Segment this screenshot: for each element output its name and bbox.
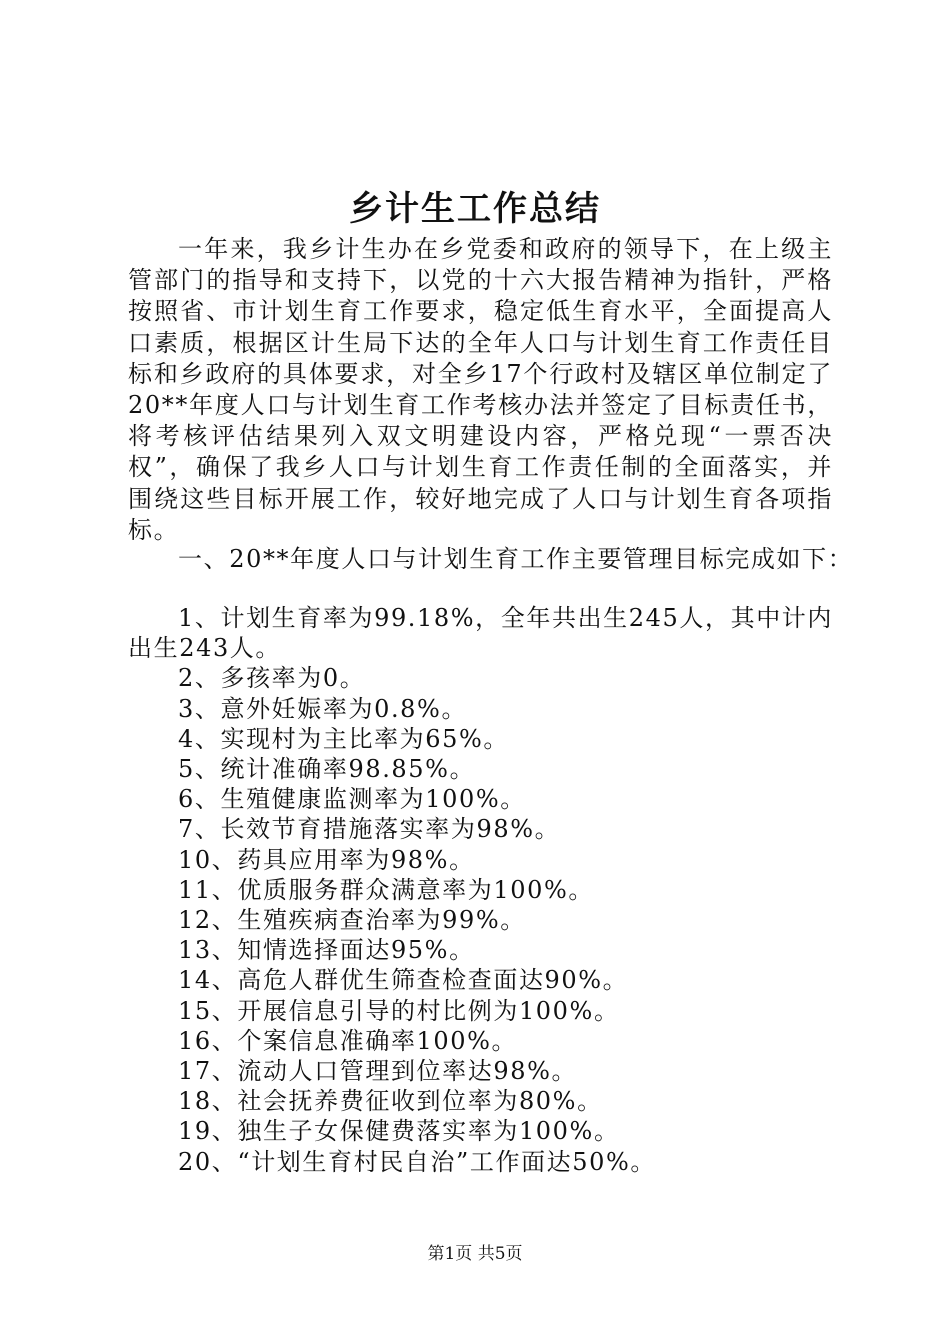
list-item: 15、开展信息引导的村比例为100%。	[178, 996, 620, 1025]
list-item: 19、独生子女保健费落实率为100%。	[178, 1117, 620, 1146]
list-item: 14、高危人群优生筛查检查面达90%。	[178, 966, 629, 995]
target-list	[128, 603, 833, 1177]
list-item: 1、计划生育率为99.18%，全年共出生245人，其中计内出生243人。	[128, 604, 833, 663]
list-item: 7、长效节育措施落实率为98%。	[178, 815, 561, 844]
list-item: 12、生殖疾病查治率为99%。	[178, 906, 526, 935]
page-footer: 第1页 共5页	[427, 1244, 523, 1264]
list-item: 16、个案信息准确率100%。	[178, 1026, 518, 1055]
list-item: 4、实现村为主比率为65%。	[178, 724, 510, 753]
list-item: 17、流动人口管理到位率达98%。	[178, 1057, 578, 1086]
list-item: 10、药具应用率为98%。	[178, 845, 475, 874]
section-heading: 一、20**年度人口与计划生育工作主要管理目标完成如下：	[178, 545, 854, 573]
list-item: 13、知情选择面达95%。	[178, 936, 475, 965]
intro-paragraph: 一年来，我乡计生办在乡党委和政府的领导下，在上级主管部门的指导和支持下，以党的十六大报告精神为指针，严格按照省、市计划生育工作要求，稳定低生育水平，全面提高人口素质，根据区计生局下达的全年人口与计划生育工作责任目标和乡政府的具体要求，对全乡17个行政村及辖区单位制定了20**年度人口与计划生育工作考核办法并签定了目标责任书，将考核评估结果列入双文明建设内容，严格兑现“一票否决权”，确保了我乡人口与计划生育工作责任制的全面落实，并围绕这些目标开展工作，较好地完成了人口与计划生育各项指标。	[128, 235, 833, 544]
list-item: 5、统计准确率98.85%。	[178, 755, 476, 784]
list-item: 3、意外妊娠率为0.8%。	[178, 694, 468, 723]
list-item: 2、多孩率为0。	[178, 664, 366, 693]
list-item: 20、“计划生育村民自治”工作面达50%。	[178, 1147, 657, 1176]
list-item: 6、生殖健康监测率为100%。	[178, 785, 526, 814]
document-title: 乡计生工作总结	[349, 189, 601, 229]
list-item: 11、优质服务群众满意率为100%。	[178, 875, 594, 904]
list-item: 18、社会抚养费征收到位率为80%。	[178, 1087, 603, 1116]
